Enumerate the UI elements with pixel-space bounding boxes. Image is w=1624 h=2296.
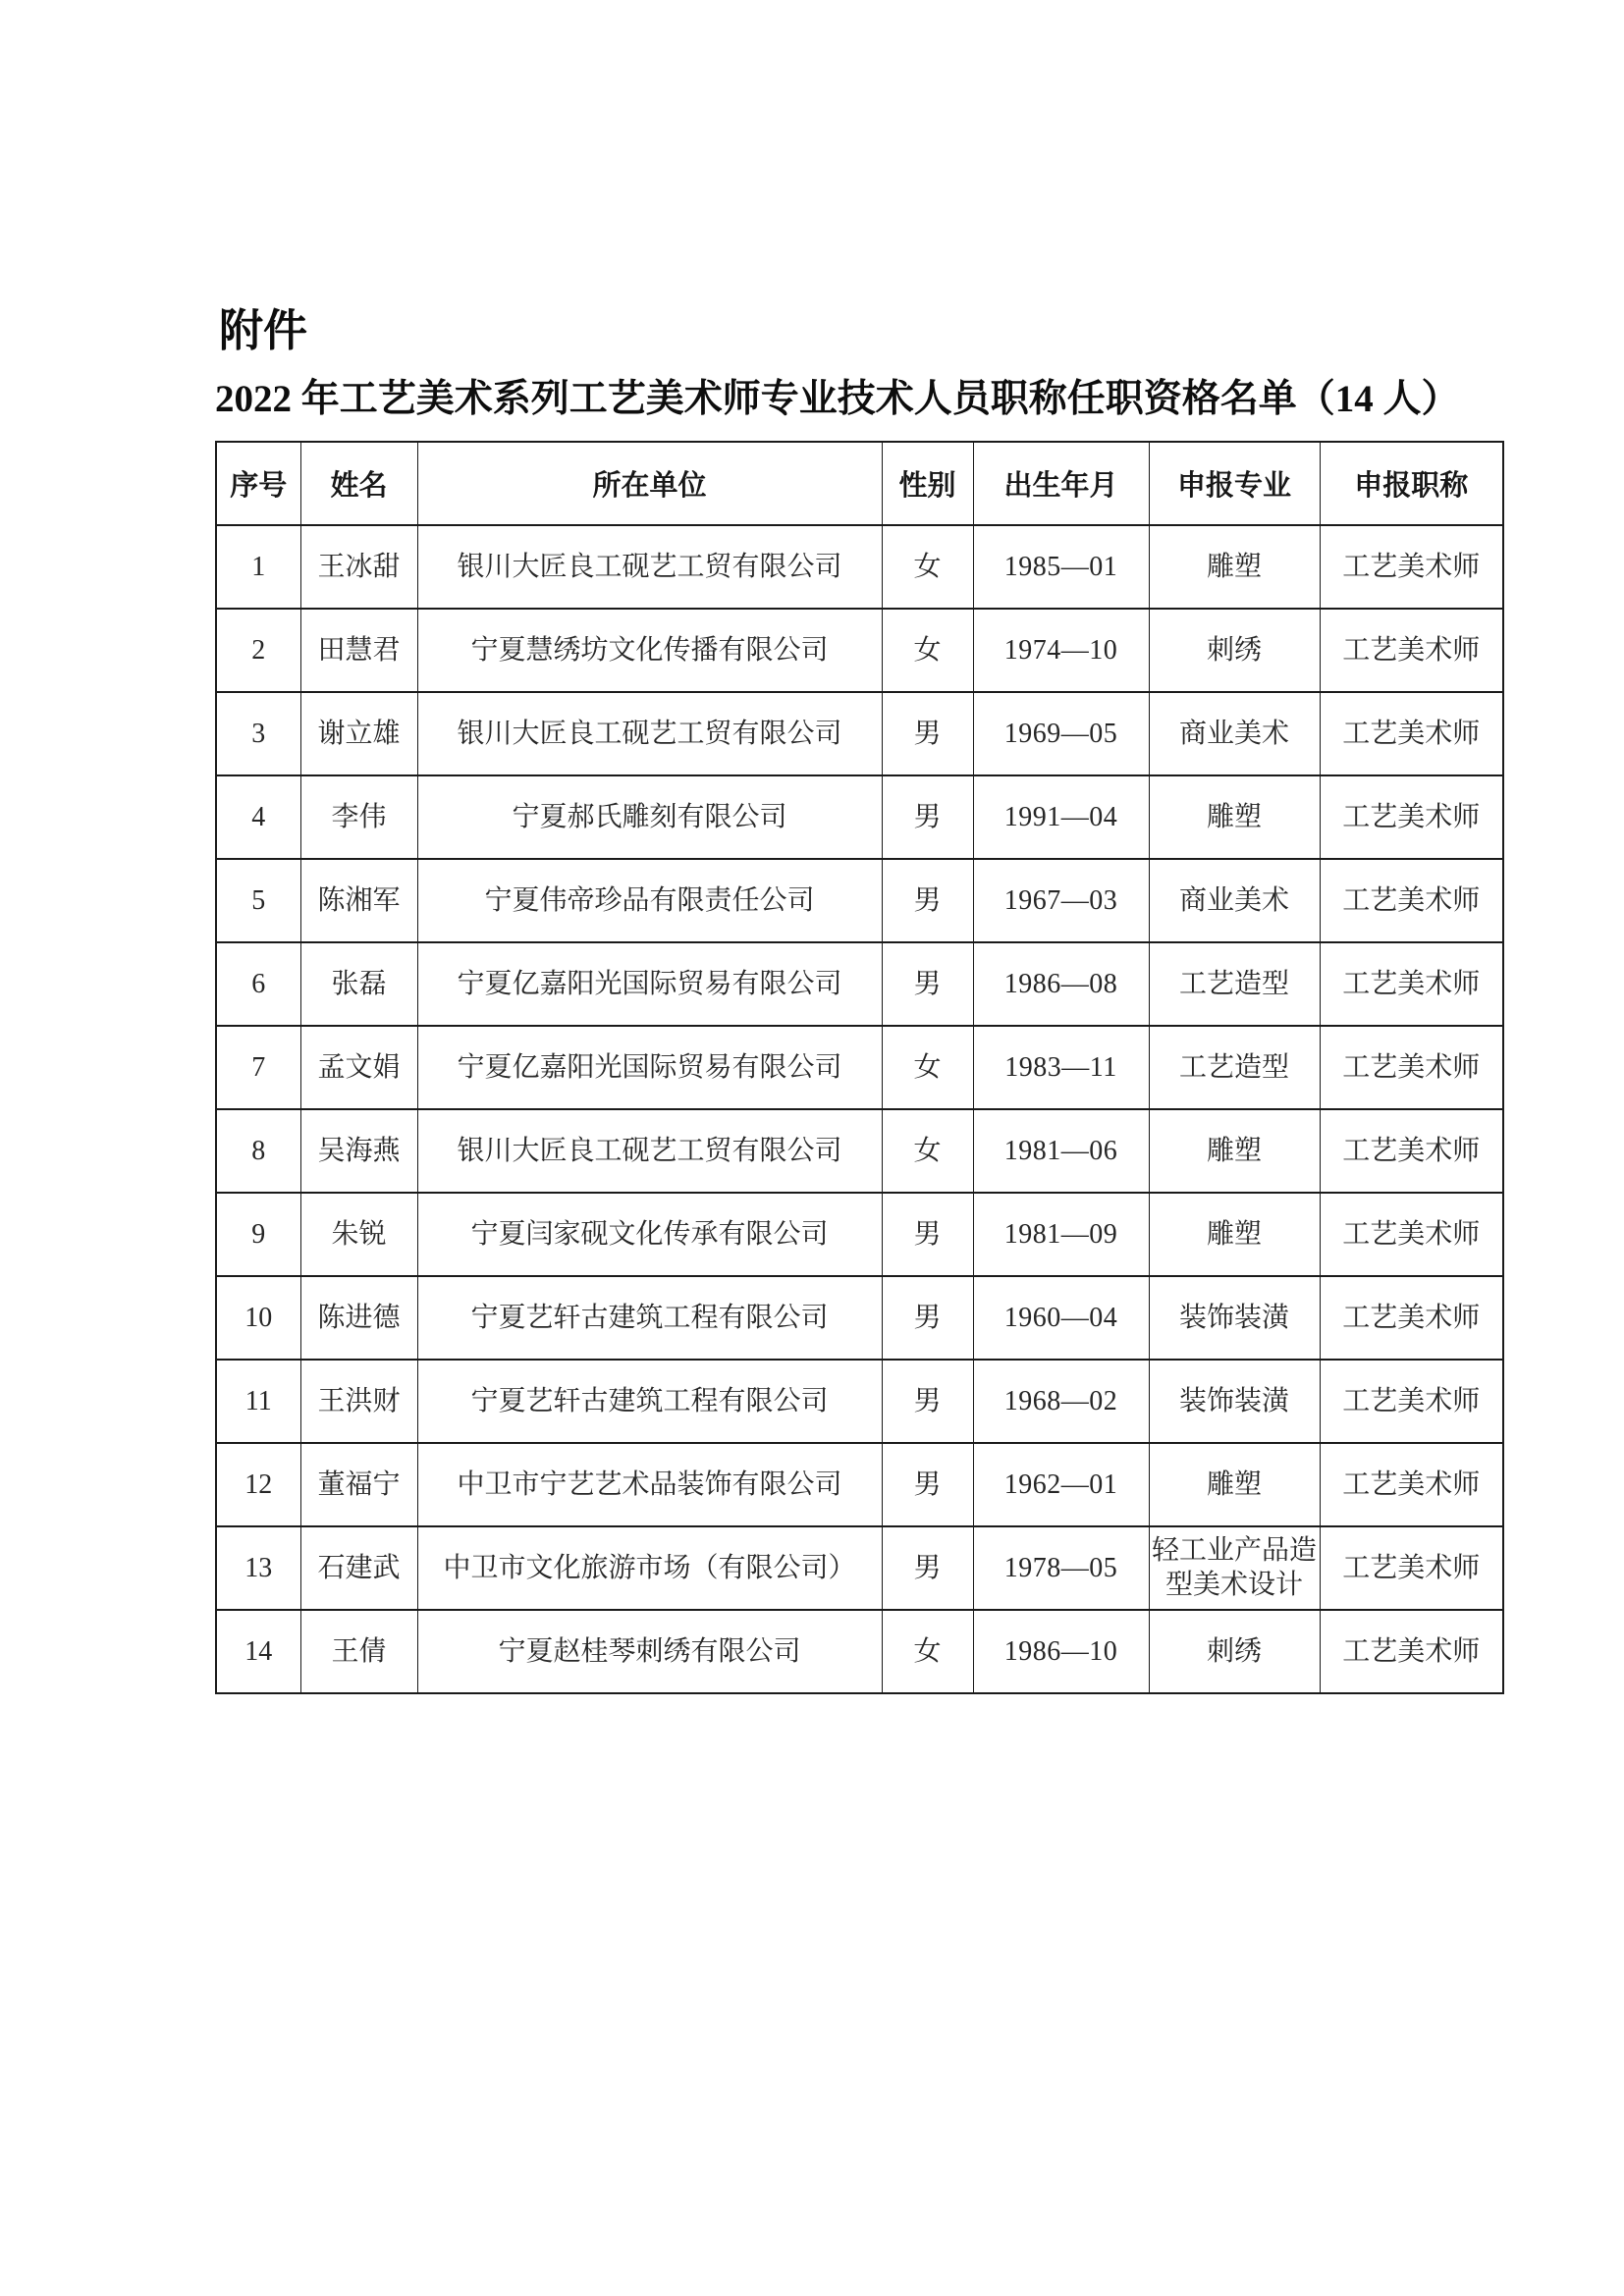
table-cell: 13	[216, 1526, 300, 1610]
table-cell: 工艺美术师	[1320, 1109, 1503, 1193]
table-cell: 装饰装潢	[1149, 1276, 1320, 1360]
table-cell: 王冰甜	[300, 525, 417, 609]
table-cell: 石建武	[300, 1526, 417, 1610]
table-cell: 宁夏伟帝珍品有限责任公司	[417, 859, 882, 942]
table-row	[216, 1026, 1503, 1109]
table-cell: 中卫市文化旅游市场（有限公司）	[417, 1526, 882, 1610]
table-row	[216, 1276, 1503, 1360]
table-cell: 雕塑	[1149, 1443, 1320, 1526]
table-cell: 董福宁	[300, 1443, 417, 1526]
table-cell: 5	[216, 859, 300, 942]
table-cell: 8	[216, 1109, 300, 1193]
table-cell: 1968—02	[973, 1360, 1149, 1443]
table-cell: 李伟	[300, 775, 417, 859]
col-header-gender: 性别	[882, 442, 973, 525]
table-cell: 2	[216, 609, 300, 692]
table-cell: 银川大匠良工砚艺工贸有限公司	[417, 1109, 882, 1193]
table-cell: 1978—05	[973, 1526, 1149, 1610]
table-cell: 宁夏艺轩古建筑工程有限公司	[417, 1276, 882, 1360]
table-cell: 轻工业产品造型美术设计	[1149, 1526, 1320, 1610]
table-cell: 1969—05	[973, 692, 1149, 775]
table-cell: 1985—01	[973, 525, 1149, 609]
table-cell: 孟文娟	[300, 1026, 417, 1109]
table-cell: 1981—09	[973, 1193, 1149, 1276]
table-cell: 工艺美术师	[1320, 692, 1503, 775]
table-cell: 男	[882, 1193, 973, 1276]
col-header-specialty: 申报专业	[1149, 442, 1320, 525]
table-cell: 1991—04	[973, 775, 1149, 859]
table-cell: 中卫市宁艺艺术品装饰有限公司	[417, 1443, 882, 1526]
table-cell: 1962—01	[973, 1443, 1149, 1526]
table-cell: 女	[882, 1610, 973, 1693]
table-cell: 工艺美术师	[1320, 1610, 1503, 1693]
table-cell: 10	[216, 1276, 300, 1360]
table-row	[216, 1193, 1503, 1276]
table-row	[216, 1526, 1503, 1610]
table-cell: 1967—03	[973, 859, 1149, 942]
table-cell: 工艺美术师	[1320, 1276, 1503, 1360]
table-cell: 商业美术	[1149, 859, 1320, 942]
table-cell: 装饰装潢	[1149, 1360, 1320, 1443]
table-cell: 宁夏艺轩古建筑工程有限公司	[417, 1360, 882, 1443]
table-cell: 男	[882, 1276, 973, 1360]
table-cell: 宁夏亿嘉阳光国际贸易有限公司	[417, 1026, 882, 1109]
col-header-title: 申报职称	[1320, 442, 1503, 525]
table-row	[216, 1610, 1503, 1693]
table-row	[216, 775, 1503, 859]
table-cell: 男	[882, 859, 973, 942]
table-cell: 刺绣	[1149, 1610, 1320, 1693]
table-cell: 雕塑	[1149, 775, 1320, 859]
table-cell: 女	[882, 1026, 973, 1109]
table-cell: 1	[216, 525, 300, 609]
table-cell: 雕塑	[1149, 525, 1320, 609]
table-cell: 宁夏郝氏雕刻有限公司	[417, 775, 882, 859]
table-cell: 陈湘军	[300, 859, 417, 942]
table-cell: 工艺美术师	[1320, 525, 1503, 609]
table-cell: 朱锐	[300, 1193, 417, 1276]
table-cell: 12	[216, 1443, 300, 1526]
header-row	[216, 442, 1503, 525]
table-cell: 1983—11	[973, 1026, 1149, 1109]
table-cell: 1960—04	[973, 1276, 1149, 1360]
table-cell: 吴海燕	[300, 1109, 417, 1193]
table-cell: 工艺造型	[1149, 942, 1320, 1026]
table-cell: 工艺美术师	[1320, 775, 1503, 859]
table-cell: 工艺美术师	[1320, 1193, 1503, 1276]
table-cell: 6	[216, 942, 300, 1026]
table-cell: 宁夏慧绣坊文化传播有限公司	[417, 609, 882, 692]
table-cell: 王洪财	[300, 1360, 417, 1443]
table-cell: 男	[882, 1360, 973, 1443]
table-cell: 1986—08	[973, 942, 1149, 1026]
table-cell: 宁夏闫家砚文化传承有限公司	[417, 1193, 882, 1276]
table-cell: 雕塑	[1149, 1193, 1320, 1276]
table-cell: 男	[882, 1443, 973, 1526]
table-cell: 14	[216, 1610, 300, 1693]
table-cell: 男	[882, 942, 973, 1026]
table-cell: 工艺美术师	[1320, 609, 1503, 692]
table-cell: 工艺美术师	[1320, 1026, 1503, 1109]
col-header-name: 姓名	[300, 442, 417, 525]
table-row	[216, 525, 1503, 609]
table-cell: 工艺美术师	[1320, 1360, 1503, 1443]
table-cell: 宁夏赵桂琴刺绣有限公司	[417, 1610, 882, 1693]
table-row	[216, 1360, 1503, 1443]
table-cell: 9	[216, 1193, 300, 1276]
attachment-label: 附件	[219, 305, 308, 355]
table-cell: 女	[882, 525, 973, 609]
roster-table	[215, 441, 1504, 1694]
table-cell: 工艺美术师	[1320, 859, 1503, 942]
table-row	[216, 1109, 1503, 1193]
table-cell: 1986—10	[973, 1610, 1149, 1693]
table-cell: 女	[882, 609, 973, 692]
table-cell: 男	[882, 692, 973, 775]
table-cell: 银川大匠良工砚艺工贸有限公司	[417, 692, 882, 775]
table-cell: 宁夏亿嘉阳光国际贸易有限公司	[417, 942, 882, 1026]
table-cell: 11	[216, 1360, 300, 1443]
table-cell: 工艺美术师	[1320, 942, 1503, 1026]
table-cell: 王倩	[300, 1610, 417, 1693]
page-title: 2022 年工艺美术系列工艺美术师专业技术人员职称任职资格名单（14 人）	[215, 378, 1460, 420]
table-row	[216, 859, 1503, 942]
table-cell: 3	[216, 692, 300, 775]
table-cell: 雕塑	[1149, 1109, 1320, 1193]
table-cell: 工艺造型	[1149, 1026, 1320, 1109]
table-row	[216, 692, 1503, 775]
table-cell: 1981—06	[973, 1109, 1149, 1193]
table-cell: 刺绣	[1149, 609, 1320, 692]
table-cell: 工艺美术师	[1320, 1526, 1503, 1610]
table-cell: 陈进德	[300, 1276, 417, 1360]
table-cell: 女	[882, 1109, 973, 1193]
table-cell: 银川大匠良工砚艺工贸有限公司	[417, 525, 882, 609]
table-cell: 7	[216, 1026, 300, 1109]
table-cell: 1974—10	[973, 609, 1149, 692]
col-header-workunit: 所在单位	[417, 442, 882, 525]
table-cell: 4	[216, 775, 300, 859]
table-cell: 谢立雄	[300, 692, 417, 775]
roster-body	[216, 525, 1503, 1693]
col-header-birthdate: 出生年月	[973, 442, 1149, 525]
table-row	[216, 609, 1503, 692]
table-cell: 田慧君	[300, 609, 417, 692]
table-row	[216, 1443, 1503, 1526]
table-cell: 男	[882, 775, 973, 859]
table-cell: 男	[882, 1526, 973, 1610]
table-cell: 工艺美术师	[1320, 1443, 1503, 1526]
table-cell: 商业美术	[1149, 692, 1320, 775]
col-header-serial: 序号	[216, 442, 300, 525]
table-cell: 张磊	[300, 942, 417, 1026]
table-row	[216, 942, 1503, 1026]
